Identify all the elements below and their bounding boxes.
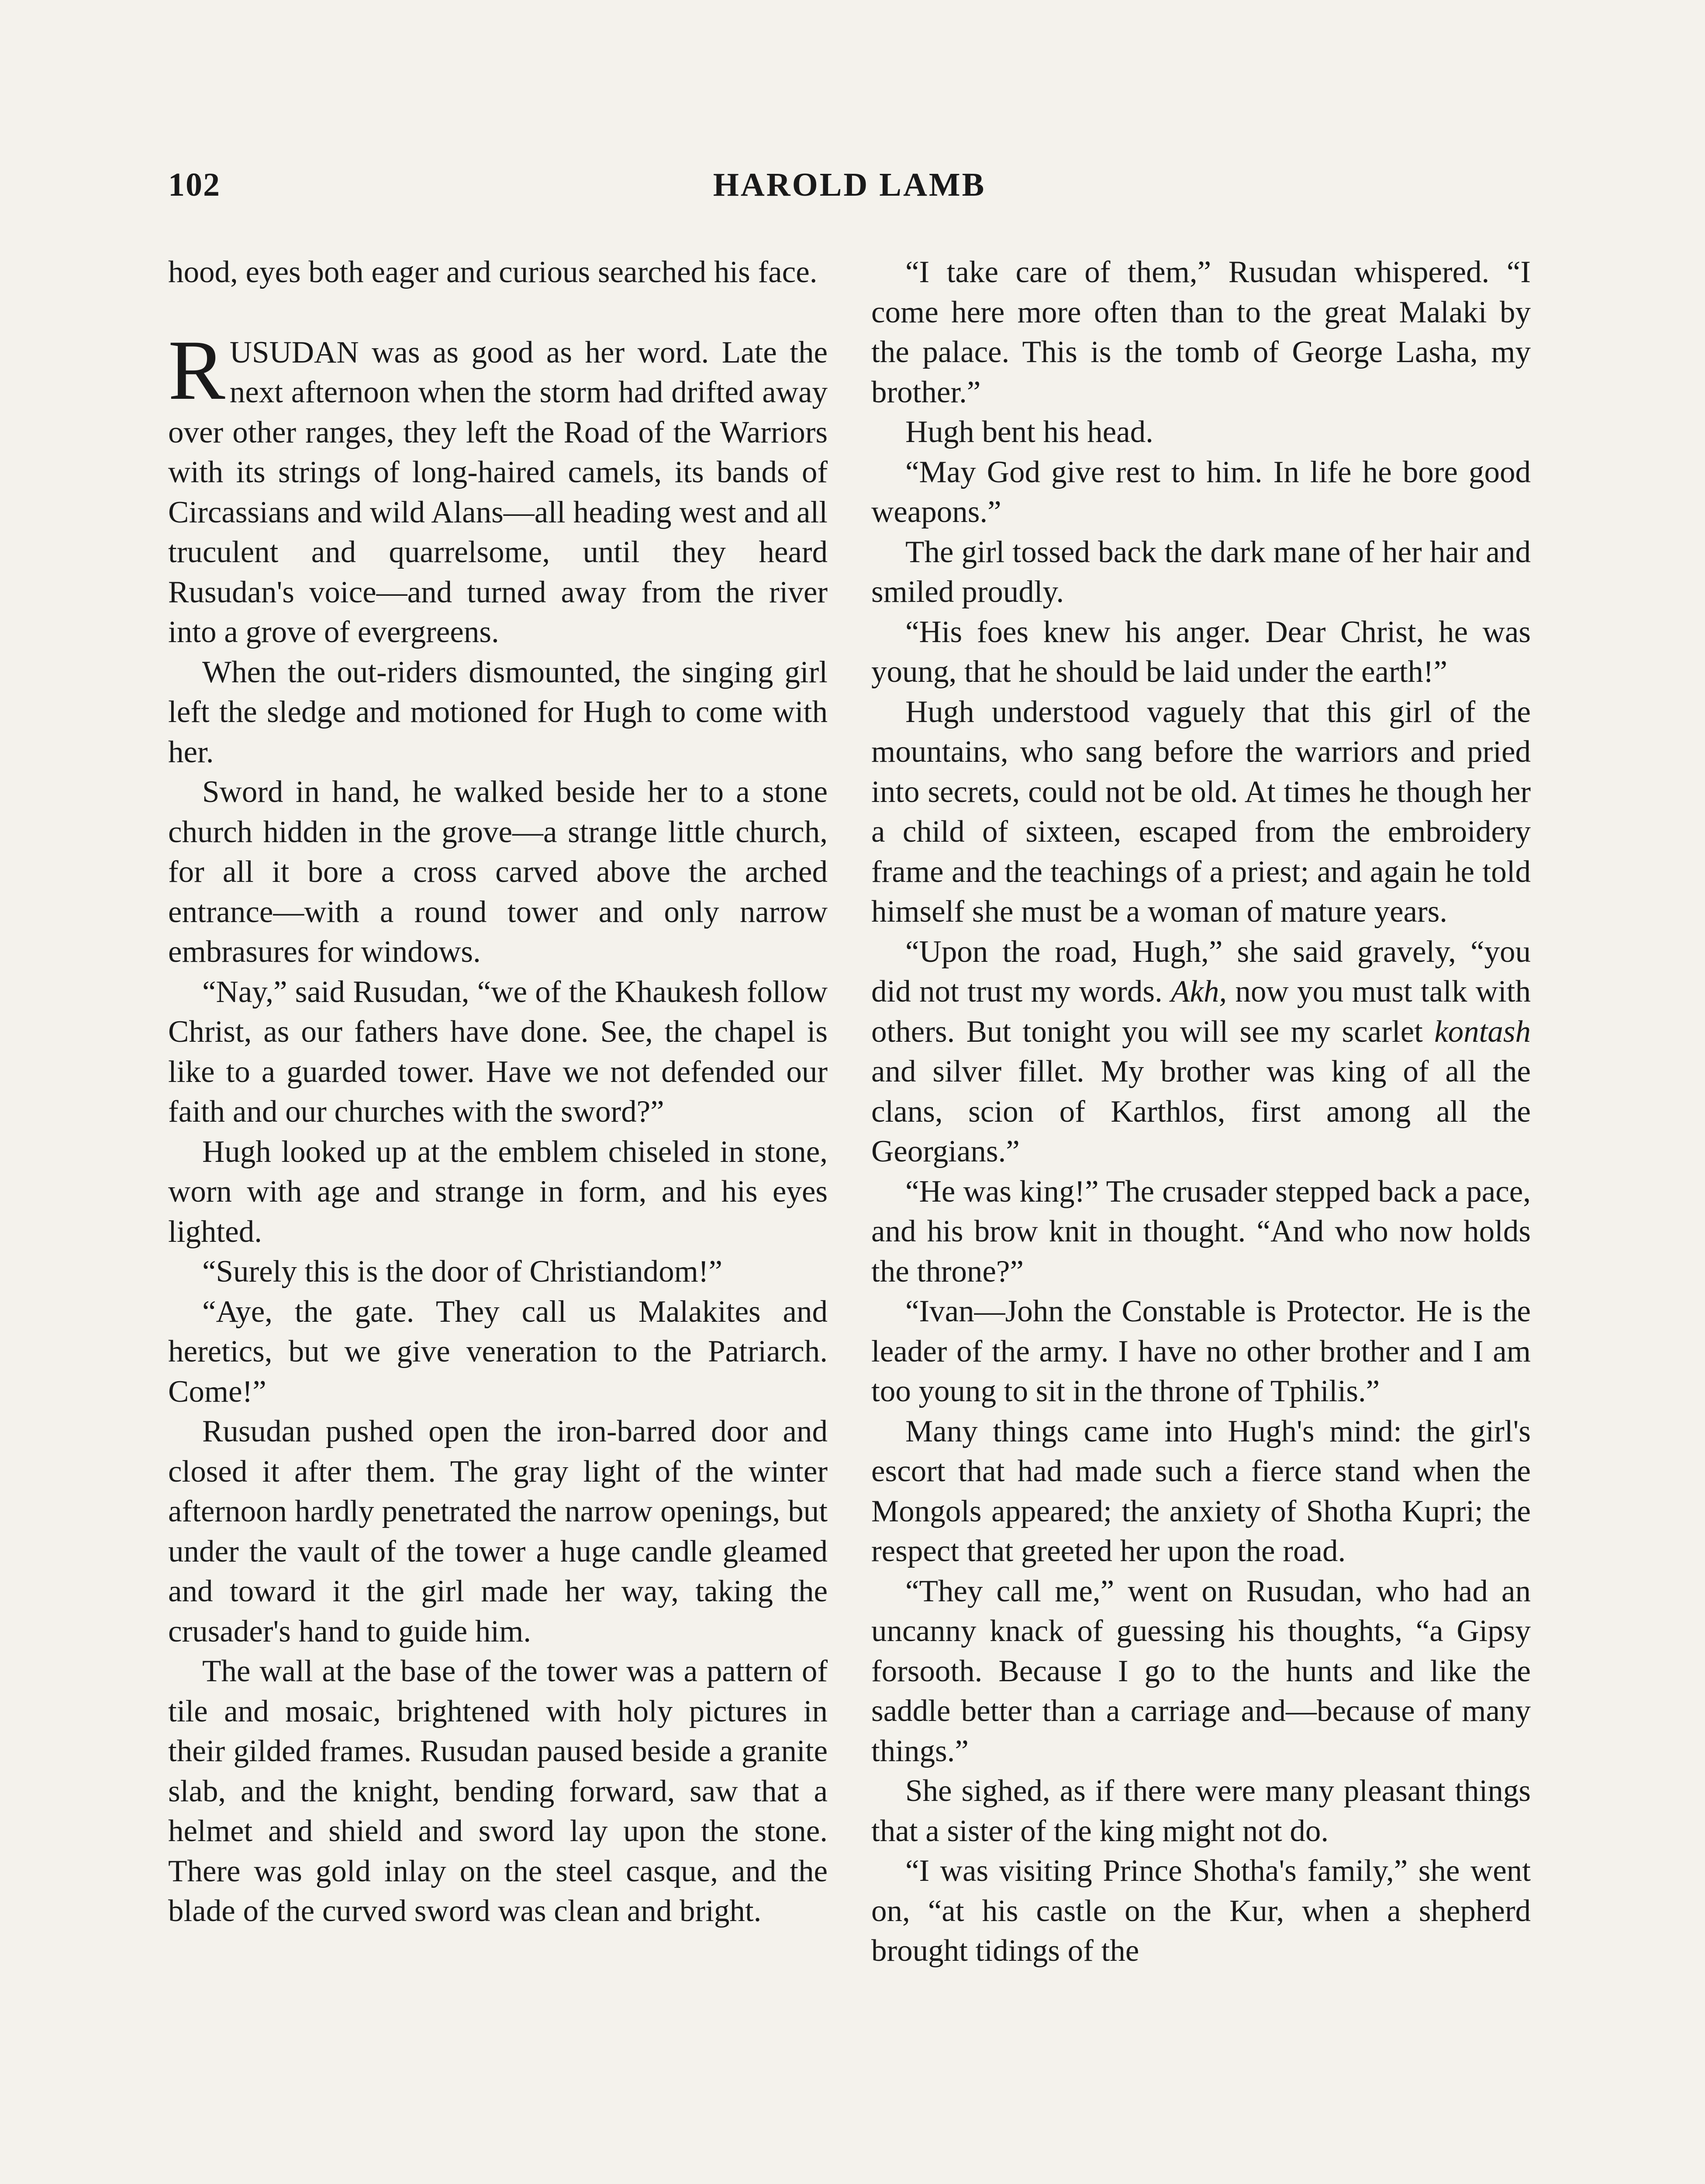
paragraph: “His foes knew his anger. Dear Christ, he was young, that he should be laid under the earth!” xyxy=(871,615,1531,689)
small-caps-opening: USUDAN xyxy=(229,335,359,370)
paragraph: Sword in hand, he walked beside her to a stone church hidden in the grove—a strange little church, for all it bore a cross carved above the arched entrance—with a round tower and only narrow embrasures for windows. xyxy=(168,775,828,969)
italic-word: kontash xyxy=(1434,1014,1531,1049)
paragraph: “Aye, the gate. They call us Malakites and heretics, but we give veneration to the Patriarch. Come!” xyxy=(168,1294,828,1409)
right-column xyxy=(871,252,1531,1971)
italic-word: Akh, xyxy=(1171,975,1227,1009)
paragraph: “I take care of them,” Rusudan whispered. “I come here more often than to the great Malaki by the palace. This is the tomb of George Lasha, my brother.” xyxy=(871,255,1531,409)
paragraph: “Ivan—John the Constable is Protector. He is the leader of the army. I have no other brother and I am too young to sit in the throne of Tphilis.” xyxy=(871,1294,1531,1408)
running-head: HAROLD LAMB xyxy=(713,166,986,203)
paragraph xyxy=(871,932,1531,1172)
paragraph-text: was as good as her word. Late the next afternoon when the storm had drifted away over other ranges, they left the Road of the Warriors with its strings of long-haired camels, its bands of Circassians and wild Alans—all heading west and all truculent and quarrelsome, until they heard Rusudan's voice—and turned away from the river into a grove of evergreens. xyxy=(168,335,828,649)
paragraph: Hugh looked up at the emblem chiseled in stone, worn with age and strange in form, and his eyes lighted. xyxy=(168,1134,828,1249)
paragraph-text: “Upon the road, Hugh,” she said gravely, “you did not trust my words. xyxy=(871,934,1531,1009)
paragraph-text: and silver fillet. My brother was king of all the clans, scion of Karthlos, first among all the Georgians.” xyxy=(871,1054,1531,1168)
paragraph-section-start xyxy=(168,322,828,653)
paragraph: The wall at the base of the tower was a pattern of tile and mosaic, brightened with holy pictures in their gilded frames. Rusudan paused beside a granite slab, and the knight, bending forward, saw that a helmet and shield and sword lay upon the stone. There was gold inlay on the steel casque, and the blade of the curved sword was clean and bright. xyxy=(168,1654,828,1928)
paragraph: “I was visiting Prince Shotha's family,” she went on, “at his castle on the Kur, when a shepherd brought tidings of the xyxy=(871,1854,1531,1968)
paragraph-text: now you must talk with others. But tonight you will see my scarlet xyxy=(871,975,1531,1049)
paragraph: Hugh bent his head. xyxy=(905,415,1153,449)
paragraph: “Surely this is the door of Christiandom!” xyxy=(202,1254,723,1289)
left-column xyxy=(168,252,828,1932)
paragraph: “They call me,” went on Rusudan, who had an uncanny knack of guessing his thoughts, “a Gipsy forsooth. Because I go to the hunts and like the saddle better than a carriage and—because of many things.” xyxy=(871,1574,1531,1768)
paragraph: She sighed, as if there were many pleasant things that a sister of the king might not do. xyxy=(871,1774,1531,1848)
paragraph: “He was king!” The crusader stepped back a pace, and his brow knit in thought. “And who now holds the throne?” xyxy=(871,1174,1531,1289)
paragraph: Many things came into Hugh's mind: the girl's escort that had made such a fierce stand when the Mongols appeared; the anxiety of Shotha Kupri; the respect that greeted her upon the road. xyxy=(871,1414,1531,1568)
page-number: 102 xyxy=(168,166,221,203)
paragraph: “Nay,” said Rusudan, “we of the Khaukesh follow Christ, as our fathers have done. See, the chapel is like to a guarded tower. Have we not defended our faith and our churches with the sword?” xyxy=(168,975,828,1129)
paragraph: The girl tossed back the dark mane of her hair and smiled proudly. xyxy=(871,535,1531,609)
page-header xyxy=(168,166,1531,218)
paragraph: hood, eyes both eager and curious searched his face. xyxy=(168,255,818,289)
paragraph: Hugh understood vaguely that this girl of the mountains, who sang before the warriors and pried into secrets, could not be old. At times he though her a child of sixteen, escaped from the embroidery frame and the teachings of a priest; and again he told himself she must be a woman of mature years. xyxy=(871,695,1531,929)
paragraph: “May God give rest to him. In life he bore good weapons.” xyxy=(871,455,1531,529)
drop-cap: R xyxy=(168,322,225,418)
paragraph: Rusudan pushed open the iron-barred door and closed it after them. The gray light of the winter afternoon hardly penetrated the narrow openings, but under the vault of the tower a huge candle gleamed and toward it the girl made her way, taking the crusader's hand to guide him. xyxy=(168,1414,828,1648)
paragraph: When the out-riders dismounted, the singing girl left the sledge and motioned for Hugh to come with her. xyxy=(168,655,828,769)
